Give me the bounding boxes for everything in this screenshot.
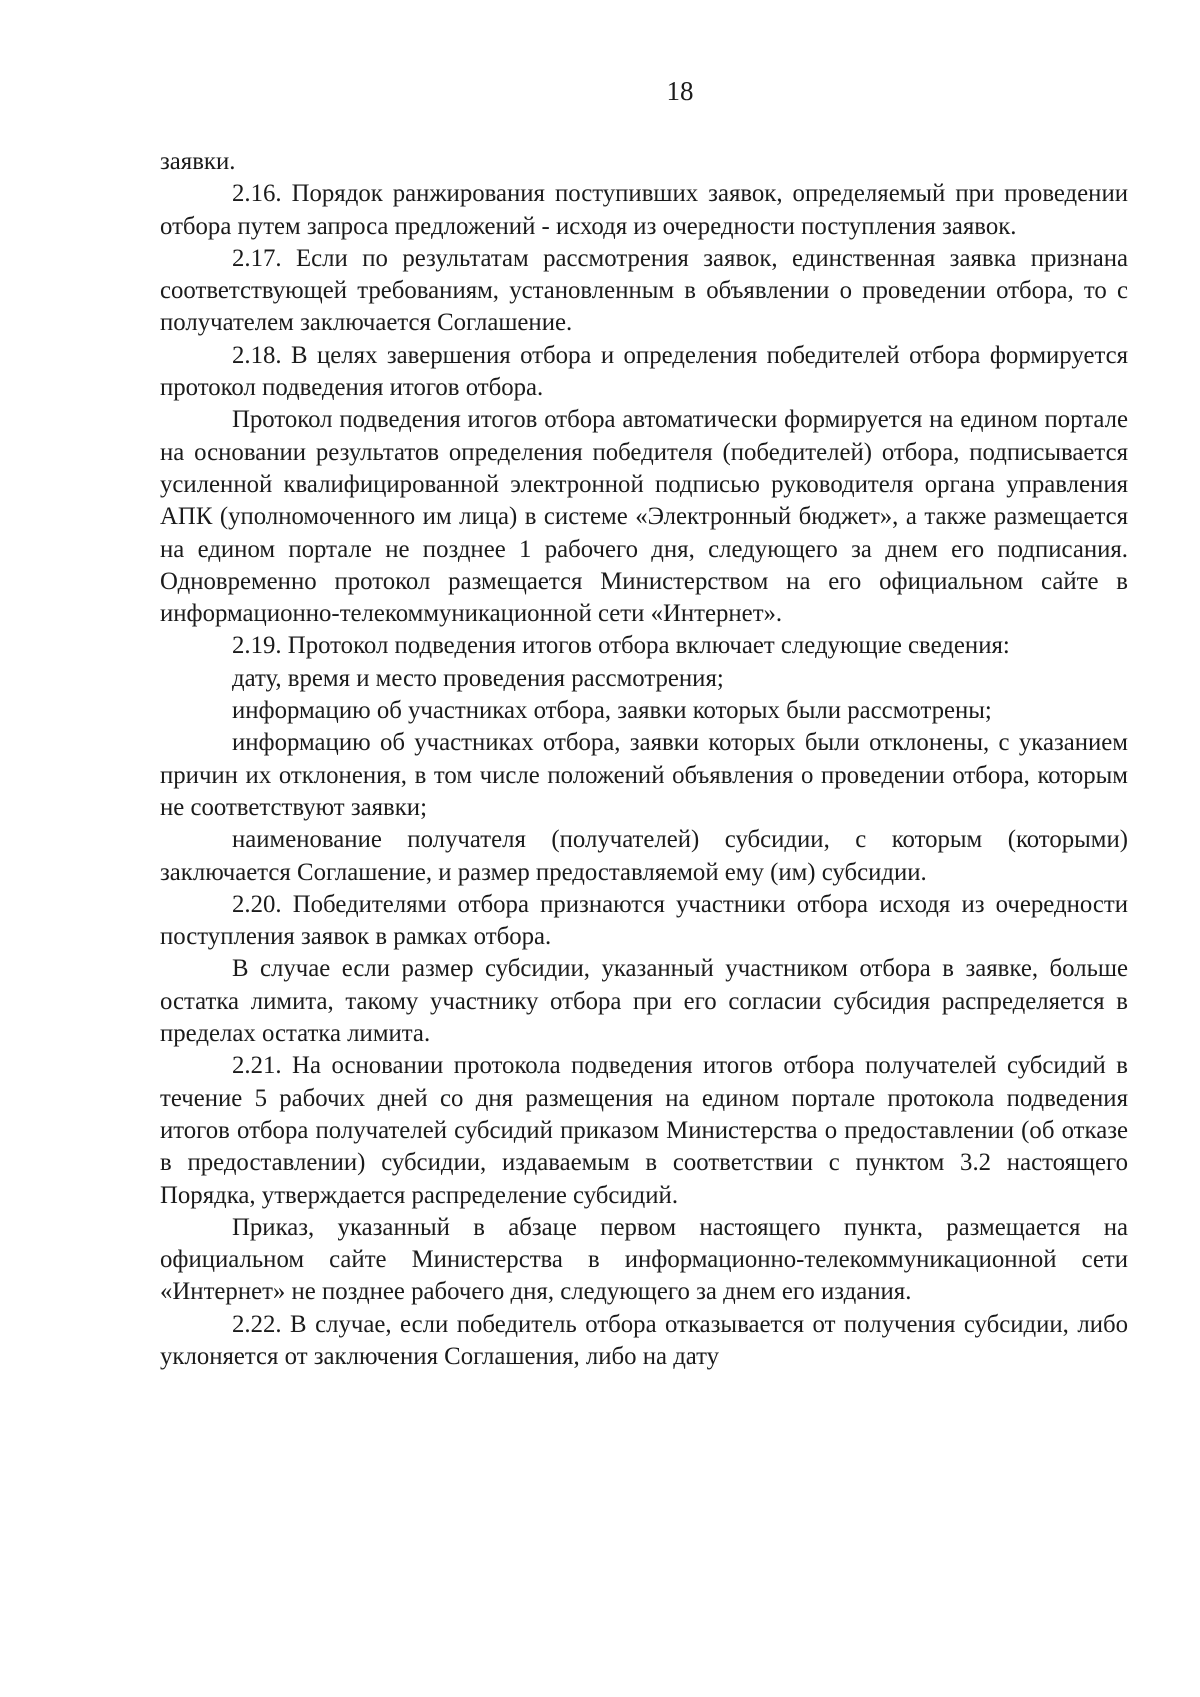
paragraph: 2.21. На основании протокола подведения итогов отбора получателей субсидий в течение 5 рабочих дней со дня размещения на едином портале протокола подведения итогов отбора получателей субсидий приказом Министерства о предоставлении (об отказе в предоставлении) субсидии, издаваемым в соответствии с пунктом 3.2 настоящего Порядка, утверждается распределение субсидий.: [160, 1052, 1128, 1209]
paragraph: 2.19. Протокол подведения итогов отбора включает следующие сведения:: [232, 632, 1010, 660]
paragraph: 2.18. В целях завершения отбора и определения победителей отбора формируется протокол подведения итогов отбора.: [160, 341, 1128, 402]
paragraph: информацию об участниках отбора, заявки которых были рассмотрены;: [232, 697, 992, 725]
document-body: [160, 146, 1128, 1373]
paragraph: дату, время и место проведения рассмотрения;: [232, 664, 724, 692]
paragraph: Приказ, указанный в абзаце первом настоящего пункта, размещается на официальном сайте Министерства в информационно-телекоммуникационной сети «Интернет» не позднее рабочего дня, следующего за днем его издания.: [160, 1213, 1128, 1306]
paragraph: Протокол подведения итогов отбора автоматически формируется на едином портале на основании результатов определения победителя (победителей) отбора, подписывается усиленной квалифицированной электронной подписью руководителя органа управления АПК (уполномоченного им лица) в системе «Электронный бюджет», а также размещается на едином портале не позднее 1 рабочего дня, следующего за днем его подписания. Одновременно протокол размещается Министерством на его официальном сайте в информационно-телекоммуникационной сети «Интернет».: [160, 406, 1128, 628]
page-number: 18: [666, 76, 694, 106]
paragraph: 2.22. В случае, если победитель отбора отказывается от получения субсидии, либо уклоняется от заключения Соглашения, либо на дату: [160, 1310, 1128, 1370]
paragraph: 2.17. Если по результатам рассмотрения заявок, единственная заявка признана соответствующей требованиям, установленным в объявлении о проведении отбора, то с получателем заключается Соглашение.: [160, 244, 1128, 337]
paragraph: В случае если размер субсидии, указанный участником отбора в заявке, больше остатка лимита, такому участнику отбора при его согласии субсидия распределяется в пределах остатка лимита.: [160, 955, 1128, 1048]
paragraph: наименование получателя (получателей) субсидии, с которым (которыми) заключается Соглашение, и размер предоставляемой ему (им) субсидии.: [160, 826, 1128, 886]
paragraph: 2.20. Победителями отбора признаются участники отбора исходя из очередности поступления заявок в рамках отбора.: [160, 890, 1128, 951]
paragraph: 2.16. Порядок ранжирования поступивших заявок, определяемый при проведении отбора путем запроса предложений - исходя из очередности поступления заявок.: [160, 180, 1128, 240]
paragraph: заявки.: [160, 148, 236, 175]
paragraph: информацию об участниках отбора, заявки которых были отклонены, с указанием причин их отклонения, в том числе положений объявления о проведении отбора, которым не соответствуют заявки;: [160, 729, 1128, 821]
